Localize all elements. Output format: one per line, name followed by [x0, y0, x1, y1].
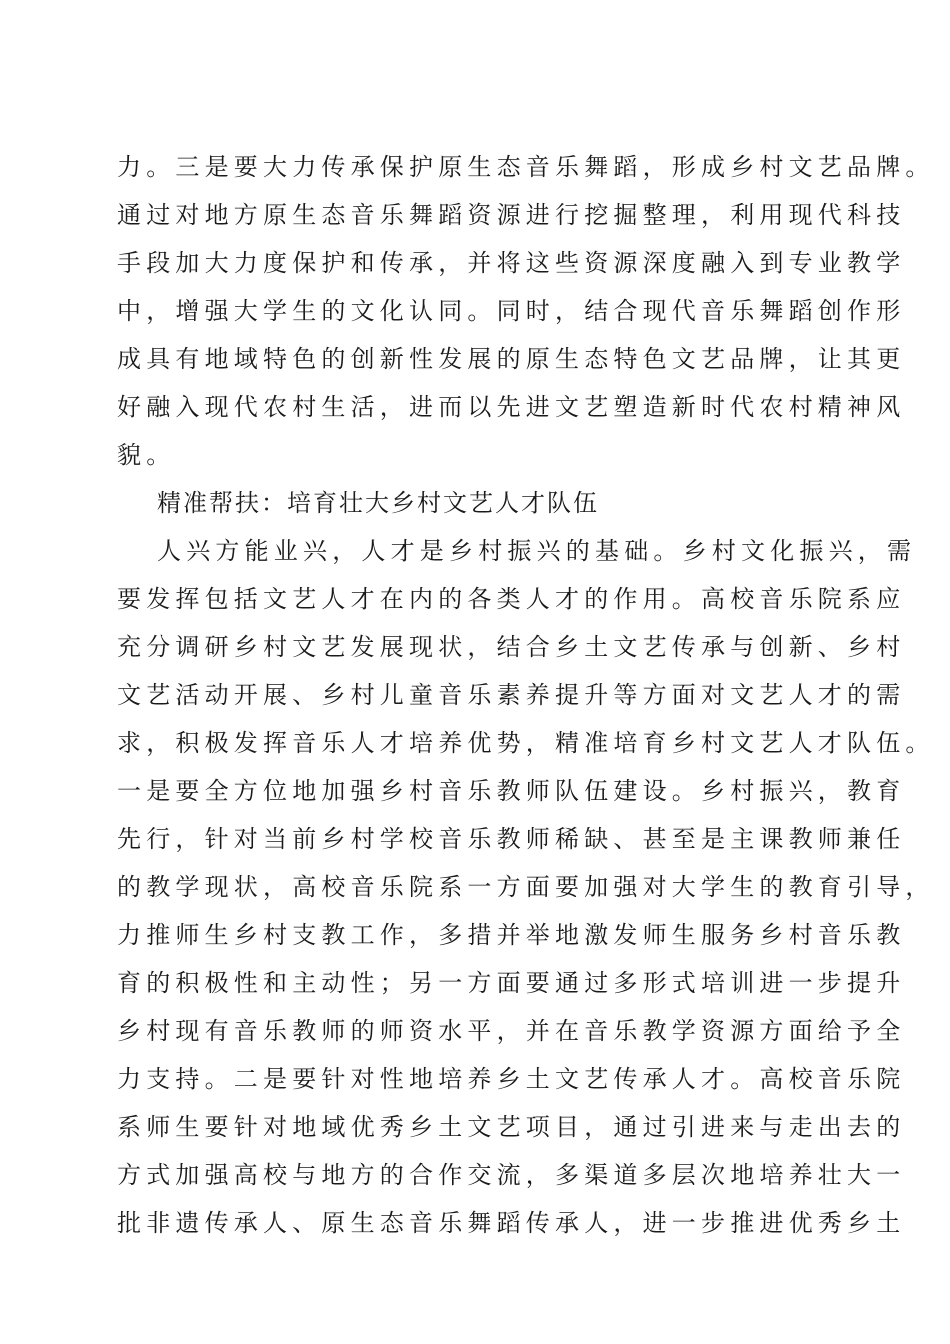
- text-line: 文艺活动开展、乡村儿童音乐素养提升等方面对文艺人才的需: [117, 681, 906, 709]
- text-line: 乡村现有音乐教师的师资水平，并在音乐教学资源方面给予全: [117, 1017, 906, 1045]
- paragraph-talent-cultivation: [117, 527, 935, 1247]
- text-line: 批非遗传承人、原生态音乐舞蹈传承人，进一步推进优秀乡土: [117, 1209, 906, 1237]
- text-line: 要发挥包括文艺人才在内的各类人才的作用。高校音乐院系应: [117, 585, 906, 613]
- text-line: 手段加大力度保护和传承，并将这些资源深度融入到专业教学: [117, 249, 906, 277]
- text-line: 貌。: [117, 441, 176, 469]
- text-line: 先行，针对当前乡村学校音乐教师稀缺、甚至是主课教师兼任: [117, 825, 906, 853]
- text-line: 力。三是要大力传承保护原生态音乐舞蹈，形成乡村文艺品牌。: [117, 153, 935, 181]
- text-line: 通过对地方原生态音乐舞蹈资源进行挖掘整理，利用现代科技: [117, 201, 906, 229]
- text-line: 中，增强大学生的文化认同。同时，结合现代音乐舞蹈创作形: [117, 297, 906, 325]
- text-line: 成具有地域特色的创新性发展的原生态特色文艺品牌，让其更: [117, 345, 906, 373]
- text-line: 求，积极发挥音乐人才培养优势，精准培育乡村文艺人才队伍。: [117, 729, 935, 757]
- body-text: [117, 143, 935, 1247]
- text-line: 力支持。二是要针对性地培养乡土文艺传承人才。高校音乐院: [117, 1065, 906, 1093]
- text-line: 育的积极性和主动性；另一方面要通过多形式培训进一步提升: [117, 969, 906, 997]
- text-line: 方式加强高校与地方的合作交流，多渠道多层次地培养壮大一: [117, 1161, 906, 1189]
- text-line: 人兴方能业兴，人才是乡村振兴的基础。乡村文化振兴，需: [157, 537, 917, 565]
- section-heading: 精准帮扶：培育壮大乡村文艺人才队伍: [157, 489, 599, 517]
- text-line: 充分调研乡村文艺发展现状，结合乡土文艺传承与创新、乡村: [117, 633, 906, 661]
- text-line: 好融入现代农村生活，进而以先进文艺塑造新时代农村精神风: [117, 393, 906, 421]
- text-line: 的教学现状，高校音乐院系一方面要加强对大学生的教育引导，: [117, 873, 935, 901]
- text-line: 力推师生乡村支教工作，多措并举地激发师生服务乡村音乐教: [117, 921, 906, 949]
- paragraph-brand-building: [117, 143, 935, 479]
- text-line: 一是要全方位地加强乡村音乐教师队伍建设。乡村振兴，教育: [117, 777, 906, 805]
- text-line: 系师生要针对地域优秀乡土文艺项目，通过引进来与走出去的: [117, 1113, 906, 1141]
